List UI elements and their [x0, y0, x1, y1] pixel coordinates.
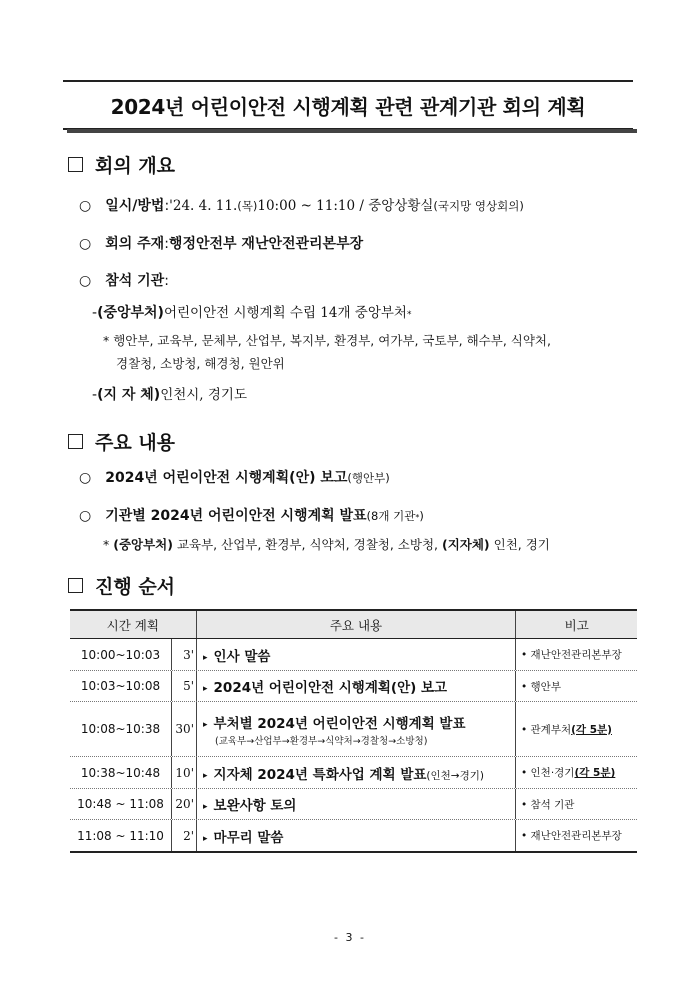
duration: 2' — [171, 820, 196, 851]
agenda-item-note-close: ) — [419, 509, 424, 523]
footnote-mark: * — [415, 513, 420, 522]
table-header — [70, 611, 637, 639]
dash: - — [92, 305, 98, 321]
remark-text: • 참석 기관 — [521, 798, 575, 811]
note-central-value: 교육부, 산업부, 환경부, 식약처, 경찰청, 소방청, — [172, 537, 442, 552]
datetime-label: 일시/방법 — [105, 198, 165, 214]
circle-bullet-icon: ○ — [79, 508, 92, 524]
agenda-text: 마무리 말씀 — [213, 829, 284, 846]
table-row — [70, 820, 637, 851]
remark-text: • 인천·경기 — [521, 767, 575, 779]
agenda-content — [196, 789, 516, 819]
agenda-item-2 — [79, 505, 424, 525]
central-note-line2: 경찰청, 소방청, 해경청, 원안위 — [116, 356, 285, 371]
attendees-row — [79, 270, 169, 290]
time-range: 10:03~10:08 — [80, 679, 161, 693]
remark — [516, 702, 637, 756]
agenda-content — [196, 639, 516, 670]
agenda-line — [203, 794, 515, 814]
host-value: 행정안전부 재난안전관리본부장 — [168, 236, 364, 252]
title-shadow — [67, 129, 637, 133]
duration: 30' — [171, 702, 196, 756]
triangle-bullet-icon: ▸ — [203, 833, 208, 844]
duration: 20' — [171, 789, 196, 819]
agenda-line — [203, 645, 515, 665]
footnote-star: * — [103, 537, 114, 552]
agenda-note — [103, 535, 550, 553]
table-row — [70, 702, 637, 757]
agenda-content — [196, 671, 516, 701]
footnote-mark: * — [406, 310, 412, 320]
agenda-subtext: (교육부→산업부→환경부→식약처→경찰청→소방청) — [215, 735, 428, 747]
document-title: 2024년 어린이안전 시행계획 관련 관계기관 회의 계획 — [110, 94, 586, 119]
document-title-box — [63, 80, 633, 130]
circle-bullet-icon: ○ — [79, 198, 92, 214]
host-label: 회의 주재 — [105, 236, 165, 252]
triangle-bullet-icon: ▸ — [203, 802, 208, 812]
header-note: 비고 — [564, 617, 589, 633]
triangle-bullet-icon: ▸ — [203, 684, 208, 694]
local-label: (지 자 체) — [97, 387, 161, 403]
agenda-item-note: (8개 기관 — [366, 509, 416, 523]
attendees-label: 참석 기관 — [105, 273, 165, 289]
remark — [516, 639, 637, 670]
table-row — [70, 757, 637, 789]
time-range: 10:48 ~ 11:08 — [77, 797, 164, 811]
separator: : — [164, 236, 169, 252]
section-overview-heading — [68, 151, 175, 178]
note-local-value: 인천, 경기 — [489, 537, 550, 552]
remark — [516, 671, 637, 701]
time-range: 10:08~10:38 — [80, 722, 161, 736]
remark — [516, 820, 637, 851]
remark-extra: (각 5분) — [574, 767, 616, 779]
table-body — [70, 639, 637, 851]
note-central-label: (중앙부처) — [113, 537, 173, 552]
host-row — [79, 233, 363, 253]
checkbox-square-icon — [68, 578, 83, 593]
remark-text: • 관계부처 — [521, 723, 572, 736]
table-row — [70, 639, 637, 671]
agenda-text: 2024년 어린이안전 시행계획(안) 보고 — [213, 680, 448, 696]
section-agenda-heading — [68, 428, 175, 455]
agenda-item-1 — [79, 467, 390, 487]
table-row — [70, 671, 637, 702]
agenda-text: 부처별 2024년 어린이안전 시행계획 발표 — [213, 715, 466, 732]
agenda-item-text: 2024년 어린이안전 시행계획(안) 보고 — [105, 470, 348, 486]
time-range: 10:38~10:48 — [80, 765, 161, 780]
note-local-label: (지자체) — [441, 537, 490, 552]
agenda-text: 지자체 2024년 특화사업 계획 발표 — [213, 766, 427, 783]
agenda-content — [196, 702, 516, 756]
duration: 10' — [171, 757, 196, 788]
agenda-content — [196, 757, 516, 788]
central-note-line1: * 행안부, 교육부, 문체부, 산업부, 복지부, 환경부, 여가부, 국토부, 해수부, 식약처, — [103, 333, 551, 348]
agenda-item-text: 기관별 2024년 어린이안전 시행계획 발표 — [105, 508, 367, 524]
circle-bullet-icon: ○ — [79, 273, 92, 289]
agenda-line — [203, 763, 515, 783]
separator: : — [164, 198, 170, 214]
table-row — [70, 789, 637, 820]
time-range: 11:08 ~ 11:10 — [77, 828, 164, 843]
triangle-bullet-icon: ▸ — [203, 652, 208, 663]
remark — [516, 757, 637, 788]
checkbox-square-icon — [68, 157, 83, 172]
checkbox-square-icon — [68, 434, 83, 449]
triangle-bullet-icon: ▸ — [203, 770, 208, 781]
dash: - — [92, 387, 98, 403]
section-title: 진행 순서 — [95, 576, 176, 598]
datetime-value: '24. 4. 11. — [169, 198, 238, 214]
datetime-rest: 10:00 ~ 11:10 / 중앙상황실 — [257, 198, 434, 214]
central-ministries-row — [92, 301, 411, 322]
section-title: 주요 내용 — [95, 432, 176, 454]
local-value: 인천시, 경기도 — [160, 387, 248, 403]
agenda-content — [196, 820, 516, 851]
circle-bullet-icon: ○ — [79, 236, 92, 252]
section-title: 회의 개요 — [95, 155, 176, 177]
time-range: 10:00~10:03 — [80, 647, 161, 662]
duration: 3' — [171, 639, 196, 670]
remark-text: • 재난안전관리본부장 — [521, 649, 622, 661]
agenda-line — [203, 676, 515, 696]
header-time: 시간 계획 — [106, 617, 159, 633]
local-government-row — [92, 383, 247, 404]
triangle-bullet-icon: ▸ — [203, 719, 208, 730]
circle-bullet-icon: ○ — [79, 470, 92, 486]
agenda-line — [203, 712, 515, 732]
remark-text: • 재난안전관리본부장 — [521, 830, 622, 842]
schedule-table — [70, 609, 637, 853]
separator: : — [164, 273, 169, 289]
agenda-aux: (인천→경기) — [426, 769, 484, 782]
section-schedule-heading — [68, 572, 175, 599]
agenda-line — [203, 826, 515, 846]
duration: 5' — [171, 671, 196, 701]
page-number: - 3 - — [334, 931, 366, 944]
datetime-day: (목) — [237, 199, 258, 213]
datetime-row — [79, 194, 524, 215]
central-label: (중앙부처) — [97, 305, 164, 321]
remark — [516, 789, 637, 819]
agenda-item-note: (행안부) — [347, 471, 390, 485]
central-value: 어린이안전 시행계획 수립 14개 중앙부처 — [163, 305, 407, 321]
remark-text: • 행안부 — [521, 680, 561, 693]
header-content: 주요 내용 — [196, 611, 517, 638]
datetime-note: (국지망 영상회의) — [433, 199, 524, 213]
agenda-text: 보완사항 토의 — [213, 798, 297, 814]
remark-extra: (각 5분) — [571, 723, 612, 736]
agenda-text: 인사 말씀 — [213, 648, 271, 665]
